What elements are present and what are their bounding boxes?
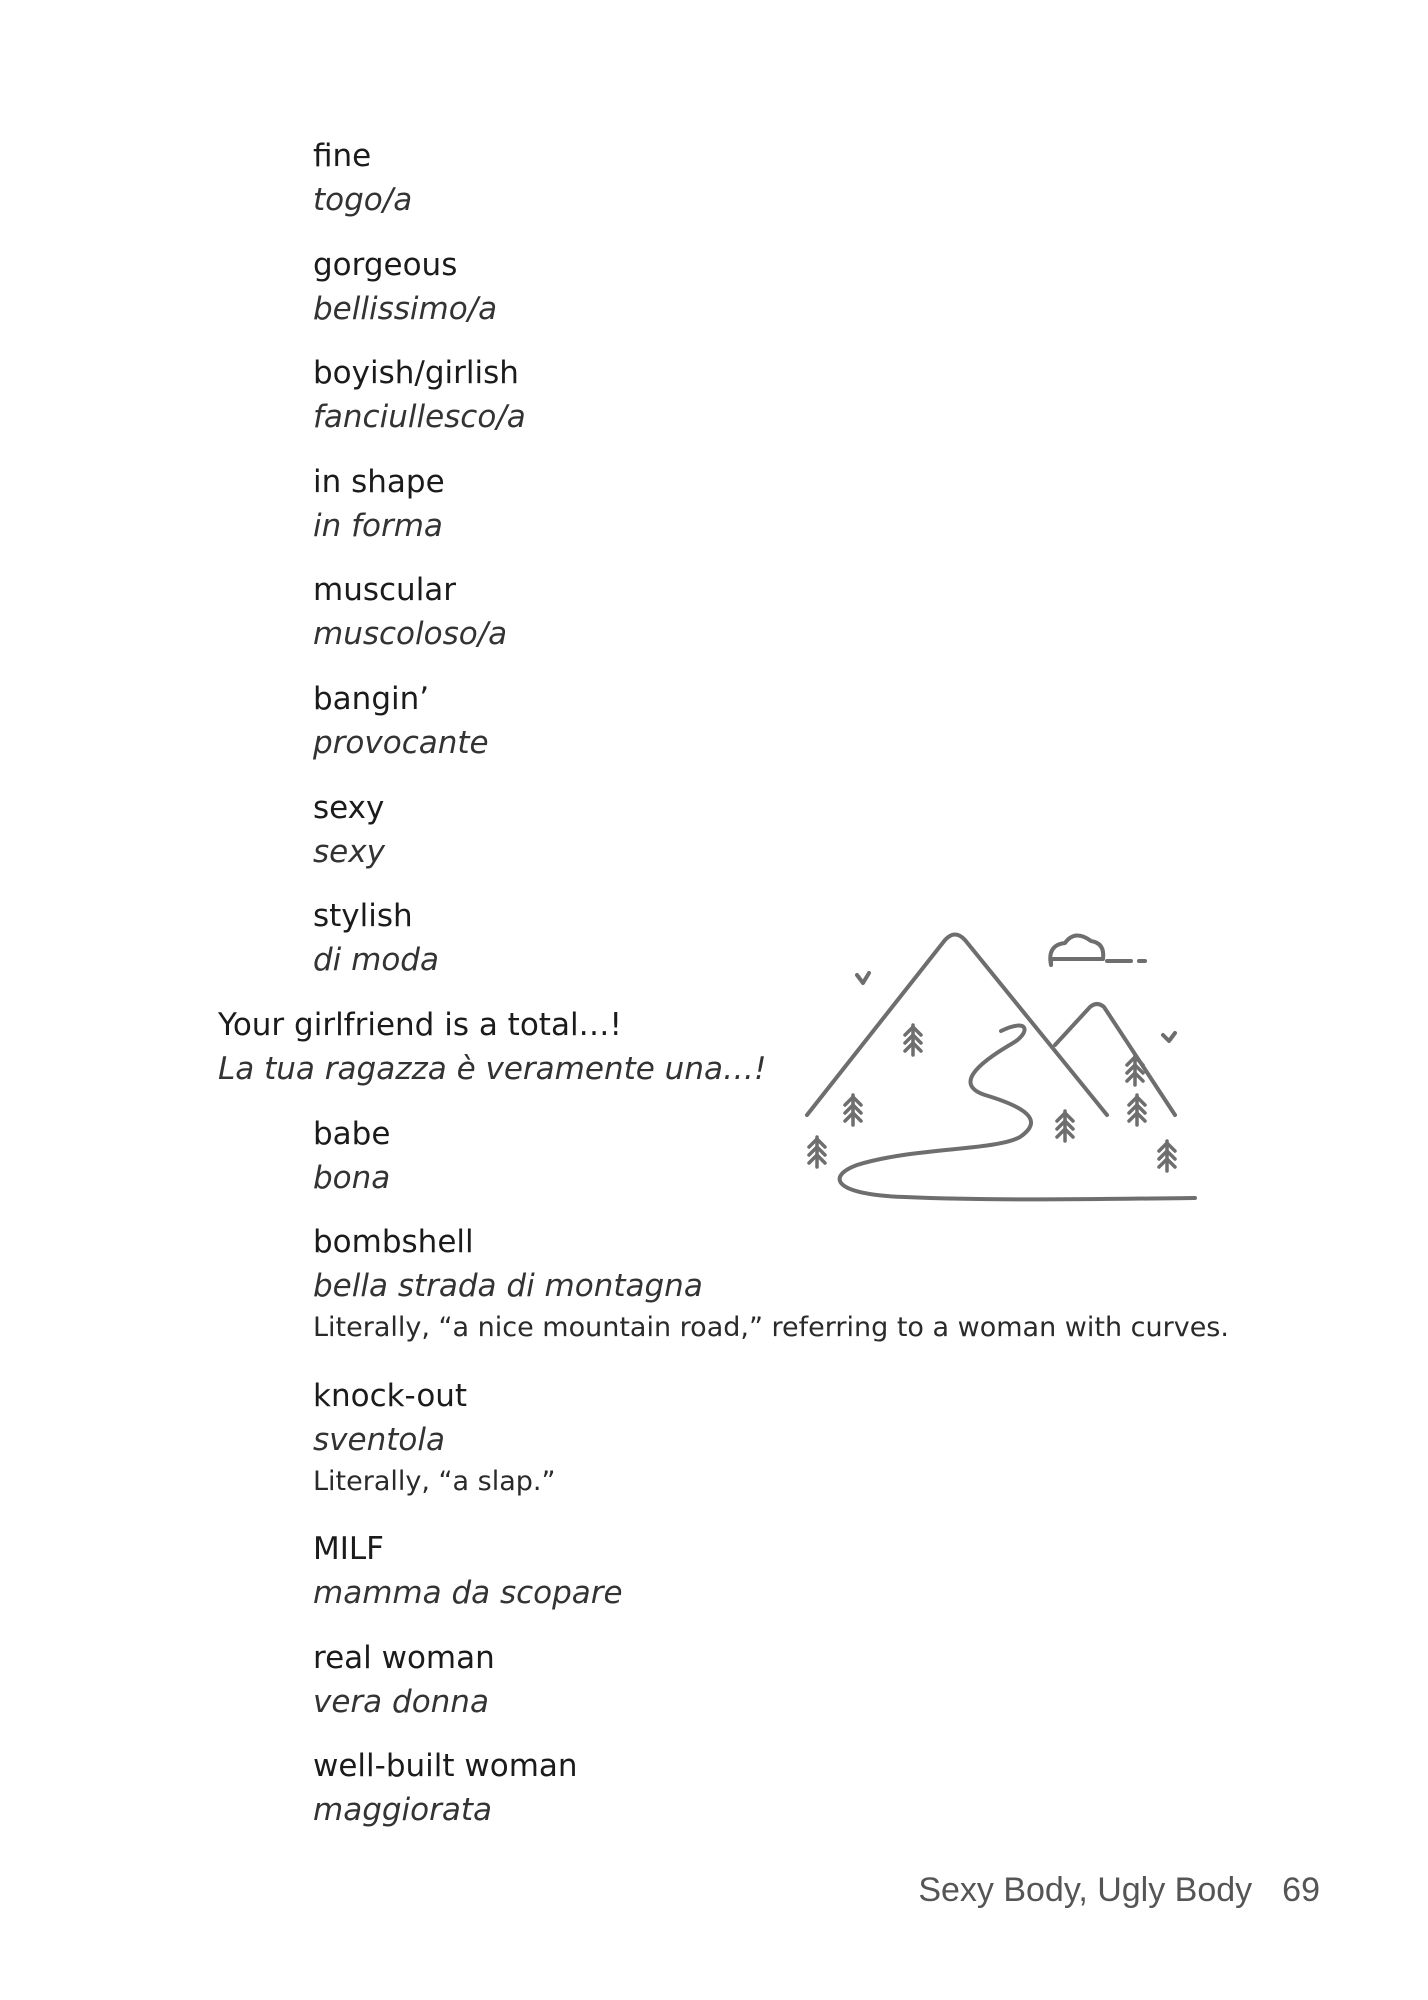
tree-icon <box>845 1095 861 1125</box>
english-term: fine <box>313 138 372 174</box>
english-term: MILF <box>313 1531 384 1567</box>
italian-translation: fanciullesco/a <box>313 399 526 435</box>
entry-boyish-girlish <box>313 351 526 439</box>
entry-gorgeous <box>313 243 497 331</box>
entry-bangin <box>313 677 489 765</box>
italian-translation: bellissimo/a <box>313 291 498 327</box>
italian-translation: sventola <box>313 1422 445 1458</box>
bird-icon <box>857 973 869 983</box>
english-term: muscular <box>313 572 457 608</box>
tree-icon <box>1057 1111 1073 1141</box>
entry-bombshell <box>313 1220 1229 1348</box>
entry-babe <box>313 1112 390 1200</box>
tree-icon <box>1159 1141 1175 1171</box>
tree-icon <box>1129 1095 1145 1125</box>
running-title: Sexy Body, Ugly Body <box>918 1871 1253 1909</box>
page-footer <box>918 1868 1320 1912</box>
italian-translation: vera donna <box>313 1684 489 1720</box>
mountain-road-icon <box>795 915 1205 1205</box>
english-term: babe <box>313 1116 391 1152</box>
english-term: sexy <box>313 790 385 826</box>
english-term: bombshell <box>313 1224 474 1260</box>
entry-milf <box>313 1527 623 1615</box>
italian-translation: bella strada di montagna <box>313 1268 703 1304</box>
literal-note: Literally, “a nice mountain road,” referring to a woman with curves. <box>313 1312 1229 1343</box>
italian-translation: bona <box>313 1160 391 1196</box>
italian-translation: in forma <box>313 508 443 544</box>
italian-translation: maggiorata <box>313 1792 493 1828</box>
entry-stylish <box>313 894 439 982</box>
entry-well-built-woman <box>313 1744 578 1832</box>
english-term: real woman <box>313 1640 495 1676</box>
italian-translation: togo/a <box>313 182 413 218</box>
english-term: in shape <box>313 464 445 500</box>
bird-icon <box>1163 1033 1175 1041</box>
big-mountain-outline <box>807 935 1107 1116</box>
winding-road <box>840 1026 1195 1200</box>
tree-icon <box>905 1025 921 1055</box>
entry-in-shape <box>313 460 445 548</box>
small-mountain-outline <box>1055 1004 1175 1115</box>
italian-translation: provocante <box>313 725 489 761</box>
entry-fine <box>313 134 412 222</box>
english-term: knock-out <box>313 1378 468 1414</box>
english-term: gorgeous <box>313 247 458 283</box>
italian-translation: di moda <box>313 942 439 978</box>
page-number: 69 <box>1282 1871 1320 1909</box>
english-term: bangin’ <box>313 681 430 717</box>
english-term: stylish <box>313 898 413 934</box>
entry-real-woman <box>313 1636 495 1724</box>
tree-icon <box>809 1137 825 1167</box>
italian-translation: sexy <box>313 834 385 870</box>
entry-muscular <box>313 568 507 656</box>
cloud-icon <box>1050 935 1103 965</box>
english-term: boyish/girlish <box>313 355 519 391</box>
italian-phrase: La tua ragazza è veramente una…! <box>218 1051 767 1087</box>
literal-note: Literally, “a slap.” <box>313 1466 556 1497</box>
italian-translation: mamma da scopare <box>313 1575 623 1611</box>
entry-sexy <box>313 786 385 874</box>
phrase-heading <box>218 1003 766 1091</box>
english-term: well-built woman <box>313 1748 578 1784</box>
italian-translation: muscoloso/a <box>313 616 508 652</box>
english-phrase: Your girlfriend is a total…! <box>218 1007 622 1043</box>
entry-knock-out <box>313 1374 555 1502</box>
